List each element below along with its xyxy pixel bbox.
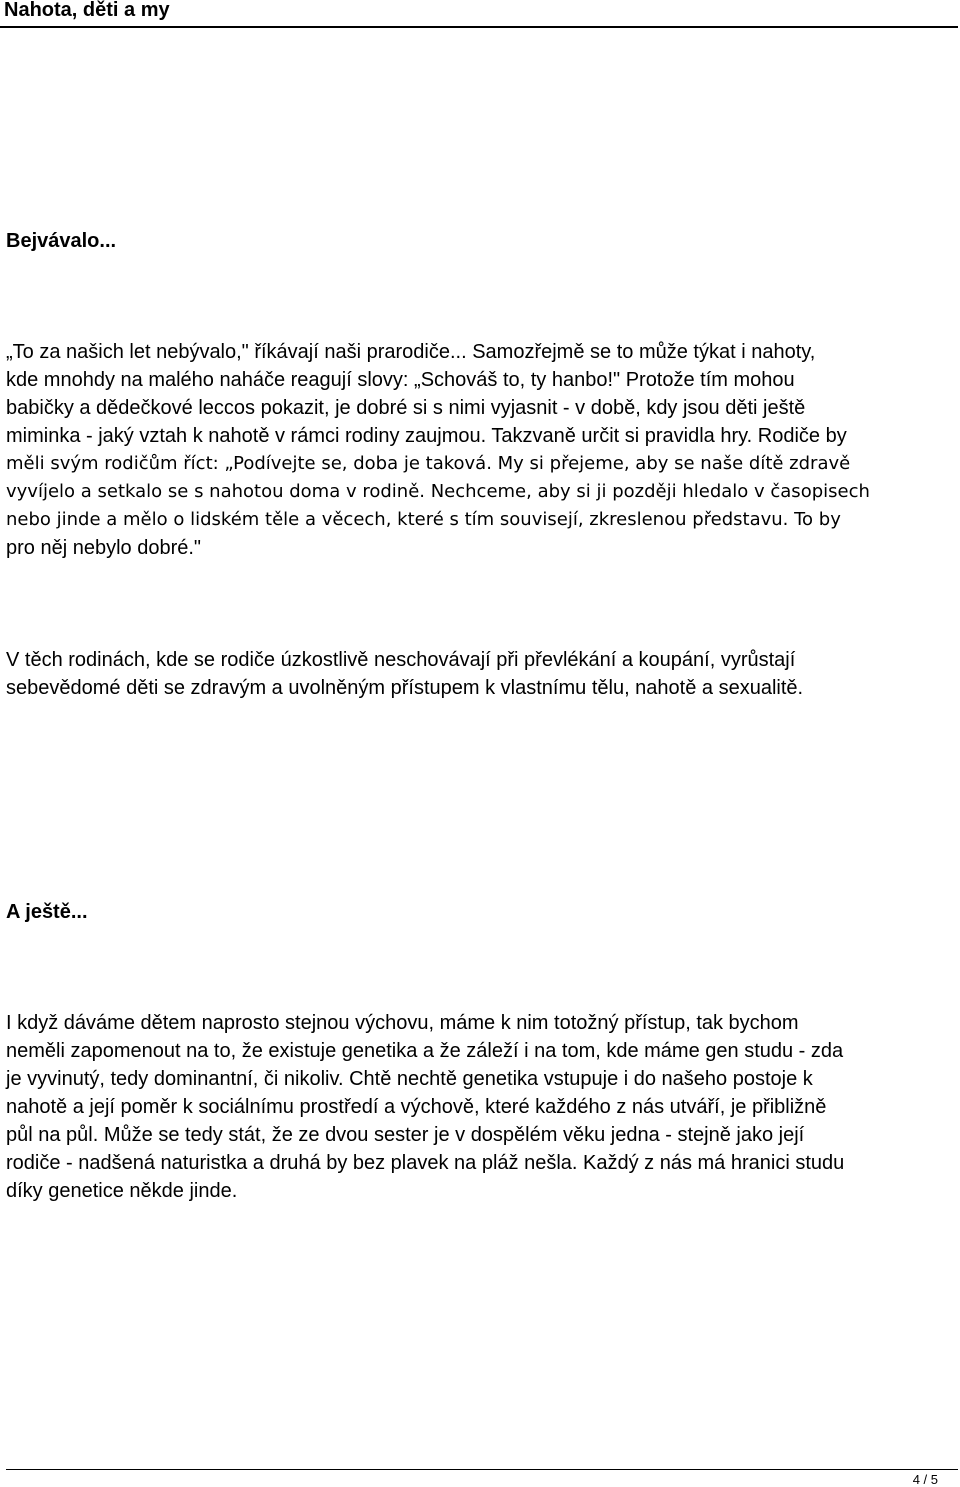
paragraph-line: miminka - jaký vztah k nahotě v rámci rodiny zaujmou. Takzvaně určit si pravidla hry. Rodiče by — [6, 425, 847, 447]
paragraph-genetics — [6, 1009, 956, 1205]
section-heading-a-jeste: A ještě... — [6, 901, 88, 923]
paragraph-line: rodiče - nadšená naturistka a druhá by bez plavek na pláž nešla. Každý z nás má hranici studu — [6, 1152, 845, 1174]
paragraph-line: I když dáváme dětem naprosto stejnou výchovu, máme k nim totožný přístup, tak bychom — [6, 1012, 799, 1034]
footer-divider — [6, 1469, 958, 1470]
page-number: 4 / 5 — [912, 1472, 938, 1487]
paragraph-line: nebo jinde a mělo o lidském těle a věcech, které s tím souvisejí, zkreslenou představu. To by — [6, 509, 841, 530]
paragraph-line: sebevědomé děti se zdravým a uvolněným přístupem k vlastnímu tělu, nahotě a sexualitě. — [6, 677, 804, 699]
paragraph-grandparents — [6, 338, 956, 562]
paragraph-line: babičky a dědečkové leccos pokazit, je dobré si s nimi vyjasnit - v době, kdy jsou děti ještě — [6, 397, 806, 419]
paragraph-line: neměli zapomenout na to, že existuje genetika a že záleží i na tom, kde máme gen studu - zda — [6, 1040, 844, 1062]
paragraph-line: vyvíjelo a setkalo se s nahotou doma v rodině. Nechceme, aby si ji později hledalo v časopisech — [6, 481, 870, 502]
paragraph-line: je vyvinutý, tedy dominantní, či nikoliv. Chtě nechtě genetika vstupuje i do našeho postoje k — [6, 1068, 813, 1090]
paragraph-line: kde mnohdy na malého naháče reagují slovy: „Schováš to, ty hanbo!" Protože tím mohou — [6, 369, 795, 391]
paragraph-line: měli svým rodičům říct: „Podívejte se, doba je taková. My si přejeme, aby se naše dítě zdravě — [6, 453, 851, 474]
paragraph-line: pro něj nebylo dobré." — [6, 537, 202, 559]
paragraph-line: nahotě a její poměr k sociálnímu prostředí a výchově, které každého z nás utváří, je přibližně — [6, 1096, 827, 1118]
document-title: Nahota, děti a my — [4, 0, 170, 21]
section-heading-bejvavalo: Bejvávalo... — [6, 230, 117, 252]
document-header — [0, 0, 958, 28]
paragraph-line: V těch rodinách, kde se rodiče úzkostlivě neschovávají při převlékání a koupání, vyrůstají — [6, 649, 796, 671]
paragraph-line: díky genetice někde jinde. — [6, 1180, 238, 1202]
paragraph-line: půl na půl. Může se tedy stát, že ze dvou sester je v dospělém věku jedna - stejně jako její — [6, 1124, 805, 1146]
paragraph-families — [6, 646, 956, 702]
paragraph-line: „To za našich let nebývalo," říkávají naši prarodiče... Samozřejmě se to může týkat i nahoty, — [6, 341, 816, 363]
